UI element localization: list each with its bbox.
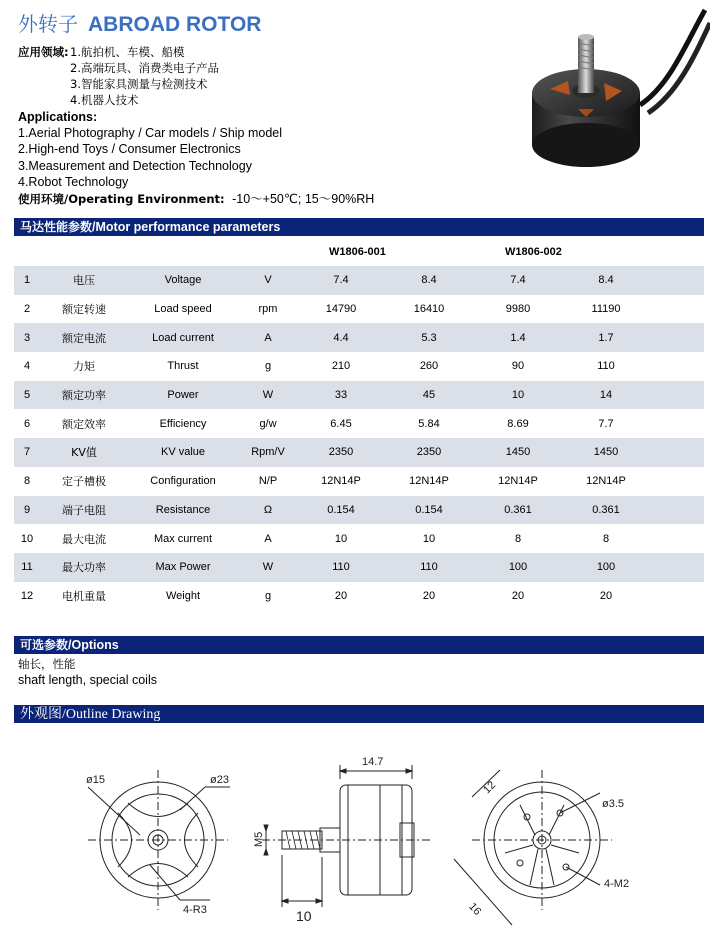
- application-en-3: 3.Measurement and Detection Technology: [18, 159, 252, 173]
- param-value: 20: [511, 589, 525, 602]
- spacer-cell: [650, 496, 704, 525]
- param-value: 2350: [384, 438, 474, 467]
- param-value: 1.4: [474, 323, 562, 352]
- options-line-cn: 轴长，性能: [18, 657, 76, 671]
- row-number: 1: [14, 266, 40, 295]
- outline-section-bar: [14, 705, 704, 723]
- param-name-en: Configuration: [150, 475, 216, 488]
- options-section-bar: [14, 636, 704, 654]
- back-dim-b: 16: [466, 900, 484, 918]
- row-number: 4: [23, 360, 31, 373]
- param-value: 33: [298, 381, 384, 410]
- table-row: [14, 266, 704, 295]
- param-value: 10: [334, 532, 348, 545]
- param-value: 110: [298, 553, 384, 582]
- param-value: 12N14P: [409, 475, 449, 488]
- param-value: 10: [474, 381, 562, 410]
- application-en-1: 1.Aerial Photography / Car models / Ship model: [18, 126, 283, 140]
- param-value: 0.361: [474, 496, 562, 525]
- back-holes: 4-M2: [604, 878, 630, 890]
- param-unit: g/w: [259, 417, 277, 430]
- spacer-cell: [650, 266, 704, 295]
- row-number: 8: [23, 475, 31, 488]
- param-unit: Ω: [238, 496, 298, 525]
- operating-environment: [18, 191, 374, 207]
- param-value: 1450: [474, 438, 562, 467]
- outline-drawing: [0, 735, 720, 942]
- performance-table: [14, 266, 704, 610]
- table-row: [14, 438, 704, 467]
- param-value: 12N14P: [586, 475, 626, 488]
- param-name-en: Max Power: [128, 553, 238, 582]
- param-value: 1450: [562, 438, 650, 467]
- param-value: 90: [511, 360, 525, 373]
- param-value: 0.154: [384, 496, 474, 525]
- front-view: [88, 770, 230, 910]
- param-unit: W: [238, 553, 298, 582]
- param-value: 0.154: [298, 496, 384, 525]
- param-name-en: Voltage: [128, 266, 238, 295]
- application-cn-3: 3.智能家具测量与检测技术: [70, 77, 208, 91]
- env-label: 使用环境/Operating Environment:: [18, 192, 225, 206]
- table-row: [14, 496, 704, 525]
- param-value: 8.4: [384, 266, 474, 295]
- application-en-2: 2.High-end Toys / Consumer Electronics: [18, 142, 241, 156]
- application-cn-2: 2.高端玩具、消费类电子产品: [70, 61, 219, 75]
- title-en: ABROAD ROTOR: [88, 13, 262, 36]
- param-value: 8: [514, 532, 522, 545]
- options-line-en: shaft length, special coils: [18, 673, 157, 687]
- param-name-cn: KV值: [40, 438, 128, 467]
- options-title-cn: 可选参数: [20, 638, 69, 652]
- model-header-1: W1806-001: [329, 246, 386, 258]
- param-unit: A: [264, 532, 272, 545]
- param-name-cn: 电压: [40, 266, 128, 295]
- param-name-cn: 额定效率: [62, 417, 106, 431]
- front-d-large: ø23: [210, 774, 229, 786]
- side-view: [262, 765, 430, 907]
- row-number: 6: [23, 417, 31, 430]
- spacer-cell: [650, 352, 704, 381]
- param-name-en: Weight: [165, 589, 201, 602]
- param-value: 5.84: [418, 417, 440, 430]
- param-value: 2350: [298, 438, 384, 467]
- param-name-en: KV value: [128, 438, 238, 467]
- param-unit: Rpm/V: [238, 438, 298, 467]
- application-en-4: 4.Robot Technology: [18, 175, 129, 189]
- param-unit: A: [238, 323, 298, 352]
- param-value: 110: [384, 553, 474, 582]
- front-holes: 4-R3: [183, 904, 207, 916]
- param-value: 0.361: [562, 496, 650, 525]
- table-row: [14, 295, 704, 324]
- side-thread: M5: [253, 831, 265, 847]
- param-value: 100: [562, 553, 650, 582]
- table-row: [14, 323, 704, 352]
- spacer-cell: [650, 524, 704, 553]
- param-value: 100: [474, 553, 562, 582]
- param-name-cn: 定子槽极: [62, 475, 106, 489]
- param-name-en: Efficiency: [159, 417, 207, 430]
- back-dim-a: 12: [481, 779, 499, 797]
- param-unit: g: [264, 589, 272, 602]
- param-name-cn: 最大电流: [62, 532, 106, 546]
- row-number: 11: [14, 553, 40, 582]
- param-value: 210: [331, 360, 351, 373]
- front-d-small: ø15: [86, 774, 105, 786]
- performance-title-cn: 马达性能参数: [20, 220, 93, 234]
- row-number: 5: [14, 381, 40, 410]
- param-value: 110: [597, 360, 615, 373]
- performance-section-bar: [14, 218, 704, 236]
- page-title: [18, 8, 261, 36]
- spacer-cell: [650, 553, 704, 582]
- applications-cn-label: 应用领域:: [18, 45, 69, 59]
- back-hole-d: ø3.5: [602, 798, 625, 810]
- table-row: [14, 467, 704, 496]
- param-unit: W: [238, 381, 298, 410]
- param-name-en: Max current: [153, 532, 213, 545]
- applications-en-label: Applications:: [18, 110, 98, 124]
- row-number: 7: [14, 438, 40, 467]
- param-name-en: Load speed: [154, 303, 212, 316]
- param-name-cn: 额定功率: [40, 381, 128, 410]
- param-value: 14: [562, 381, 650, 410]
- performance-title-en: /Motor performance parameters: [92, 220, 281, 234]
- param-value: 16410: [413, 303, 445, 316]
- row-number: 9: [14, 496, 40, 525]
- param-value: 12N14P: [321, 475, 361, 488]
- param-value: 20: [599, 589, 613, 602]
- param-value: 20: [334, 589, 348, 602]
- side-shaft: 10: [296, 908, 312, 924]
- param-value: 8: [602, 532, 610, 545]
- param-value: 6.45: [330, 417, 352, 430]
- param-name-cn: 力矩: [73, 360, 95, 374]
- spacer-cell: [650, 323, 704, 352]
- param-value: 7.7: [598, 417, 614, 430]
- param-value: 8.4: [562, 266, 650, 295]
- row-number: 3: [14, 323, 40, 352]
- param-name-en: Power: [128, 381, 238, 410]
- param-unit: V: [238, 266, 298, 295]
- table-row: [14, 409, 704, 438]
- title-cn: 外转子: [18, 12, 78, 36]
- param-name-cn: 最大功率: [40, 553, 128, 582]
- param-value: 45: [384, 381, 474, 410]
- back-view: [454, 770, 612, 925]
- model-header-2: W1806-002: [505, 246, 562, 258]
- param-name-cn: 电机重量: [62, 589, 106, 603]
- param-value: 7.4: [298, 266, 384, 295]
- param-value: 14790: [325, 303, 357, 316]
- param-value: 9980: [505, 303, 531, 316]
- param-unit: N/P: [258, 475, 278, 488]
- table-row: [14, 582, 704, 611]
- outline-title: 外观图/Outline Drawing: [20, 707, 161, 722]
- spacer-cell: [650, 438, 704, 467]
- param-value: 10: [422, 532, 436, 545]
- table-row: [14, 553, 704, 582]
- spacer-cell: [650, 381, 704, 410]
- param-value: 5.3: [384, 323, 474, 352]
- row-number: 10: [20, 532, 34, 545]
- param-unit: g: [264, 360, 272, 373]
- application-cn-4: 4.机器人技术: [70, 93, 139, 107]
- param-value: 12N14P: [498, 475, 538, 488]
- param-name-cn: 端子电阻: [40, 496, 128, 525]
- side-length: 14.7: [362, 756, 384, 768]
- table-row: [14, 352, 704, 381]
- spacer-cell: [650, 467, 704, 496]
- param-value: 8.69: [507, 417, 529, 430]
- param-value: 11190: [591, 303, 621, 316]
- param-name-en: Resistance: [128, 496, 238, 525]
- env-value: -10～+50℃; 15～90%RH: [232, 192, 375, 206]
- param-value: 20: [422, 589, 436, 602]
- row-number: 12: [20, 589, 34, 602]
- table-row: [14, 524, 704, 553]
- param-value: 1.7: [562, 323, 650, 352]
- param-name-en: Thrust: [167, 360, 199, 373]
- param-value: 7.4: [474, 266, 562, 295]
- spacer-cell: [650, 409, 704, 438]
- param-value: 260: [419, 360, 439, 373]
- param-unit: rpm: [258, 303, 278, 316]
- spacer-cell: [650, 295, 704, 324]
- param-name-en: Load current: [128, 323, 238, 352]
- table-row: [14, 381, 704, 410]
- param-name-cn: 额定转速: [62, 303, 106, 317]
- param-name-cn: 额定电流: [40, 323, 128, 352]
- row-number: 2: [23, 303, 31, 316]
- spacer-cell: [650, 582, 704, 611]
- param-value: 4.4: [298, 323, 384, 352]
- motor-photo: [520, 5, 710, 202]
- options-title-en: /Options: [68, 638, 119, 652]
- application-cn-1: 1.航拍机、车模、船模: [70, 45, 185, 59]
